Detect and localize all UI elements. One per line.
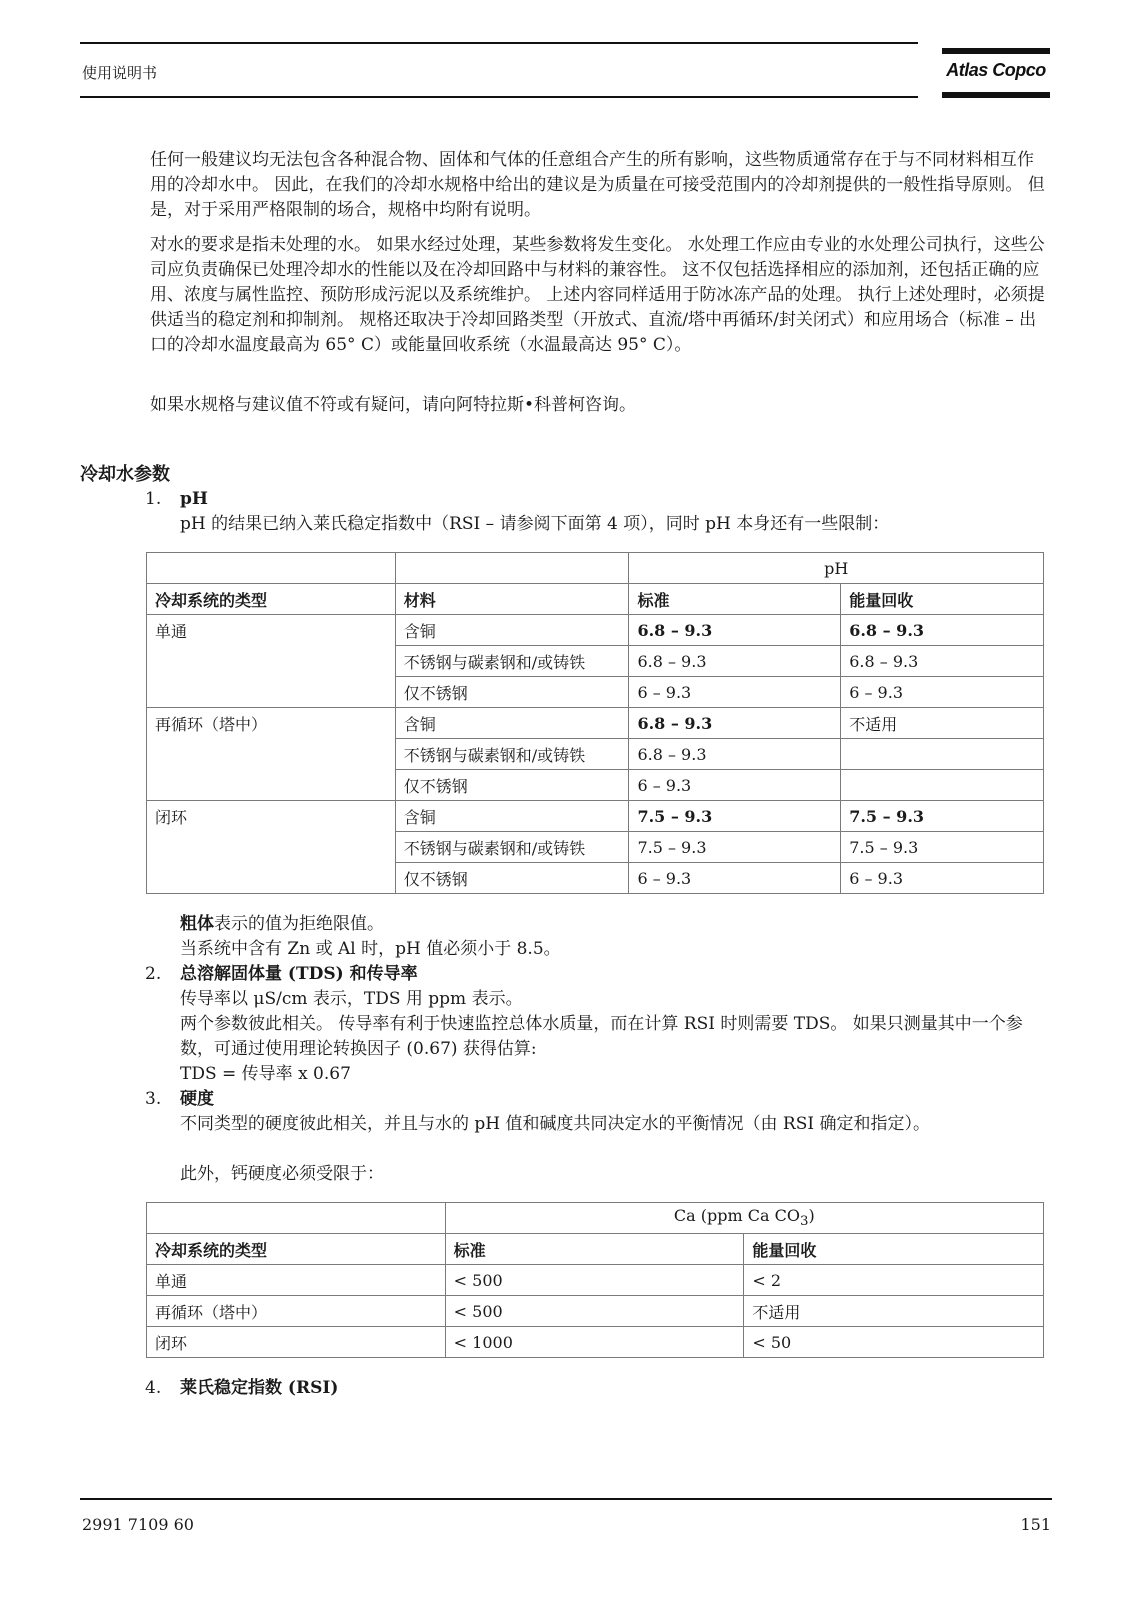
standard-cell: 7.5 – 9.3 — [629, 801, 841, 832]
ph-table-blank-cell — [395, 553, 629, 584]
item-3-line-2: 此外，钙硬度必须受限于： — [180, 1164, 384, 1184]
ph-table-blank-cell — [147, 553, 396, 584]
material-cell: 含铜 — [395, 615, 629, 646]
material-cell: 含铜 — [395, 708, 629, 739]
material-cell: 仅不锈钢 — [395, 863, 629, 894]
item-3-heading — [145, 1087, 214, 1112]
energy-recovery-cell — [841, 739, 1044, 770]
standard-cell: < 1000 — [445, 1327, 744, 1358]
standard-cell: 7.5 – 9.3 — [629, 832, 841, 863]
item-3-title: 硬度 — [180, 1089, 214, 1109]
atlas-copco-logo — [942, 48, 1050, 100]
system-type-cell: 单通 — [147, 1265, 446, 1296]
material-cell: 仅不锈钢 — [395, 770, 629, 801]
section-heading: 冷却水参数 — [80, 464, 170, 485]
item-1-heading — [145, 487, 208, 512]
material-cell: 不锈钢与碳素钢和/或铸铁 — [395, 832, 629, 863]
table-row — [147, 615, 1044, 646]
logo-text: Atlas Copco — [946, 60, 1046, 80]
table-row — [147, 1265, 1044, 1296]
document-number: 2991 7109 60 — [82, 1515, 194, 1534]
ca-header-system: 冷却系统的类型 — [147, 1234, 446, 1265]
ph-header-energy-recovery: 能量回收 — [841, 584, 1044, 615]
table-row — [147, 1296, 1044, 1327]
ph-header-standard: 标准 — [629, 584, 841, 615]
item-3-number: 3. — [145, 1089, 162, 1109]
ph-header-system: 冷却系统的类型 — [147, 584, 396, 615]
table-row — [147, 708, 1044, 739]
item-1-number: 1. — [145, 489, 162, 509]
intro-paragraph-3: 如果水规格与建议值不符或有疑问，请向阿特拉斯•科普柯咨询。 — [150, 395, 637, 415]
standard-cell: < 500 — [445, 1296, 744, 1327]
standard-cell: 6 – 9.3 — [629, 677, 841, 708]
logo-bar-bottom — [942, 92, 1050, 98]
standard-cell: 6 – 9.3 — [629, 863, 841, 894]
ca-header-text: Ca (ppm Ca CO — [673, 1206, 800, 1226]
ca-header-energy-recovery: 能量回收 — [744, 1234, 1044, 1265]
material-cell: 不锈钢与碳素钢和/或铸铁 — [395, 646, 629, 677]
energy-recovery-cell: 6 – 9.3 — [841, 863, 1044, 894]
energy-recovery-cell — [841, 770, 1044, 801]
item-2-line-1: 传导率以 μS/cm 表示，TDS 用 ppm 表示。 — [180, 989, 523, 1009]
energy-recovery-cell: 6 – 9.3 — [841, 677, 1044, 708]
material-cell: 不锈钢与碳素钢和/或铸铁 — [395, 739, 629, 770]
material-cell: 含铜 — [395, 801, 629, 832]
energy-recovery-cell: 6.8 – 9.3 — [841, 615, 1044, 646]
energy-recovery-cell: 7.5 – 9.3 — [841, 801, 1044, 832]
header-rule-bottom — [80, 96, 918, 98]
standard-cell: 6.8 – 9.3 — [629, 615, 841, 646]
footer-rule — [80, 1498, 1052, 1500]
item-2-line-2: 两个参数彼此相关。 传导率有利于快速监控总体水质量，而在计算 RSI 时则需要 TDS。 如果只测量其中一个参数，可通过使用理论转换因子 (0.67) 获得估算: — [180, 1014, 1023, 1059]
calcium-table — [146, 1202, 1044, 1358]
item-2-number: 2. — [145, 964, 162, 984]
ph-header-material: 材料 — [395, 584, 629, 615]
item-4-number: 4. — [145, 1378, 162, 1398]
manual-title: 使用说明书 — [82, 64, 158, 82]
material-cell: 仅不锈钢 — [395, 677, 629, 708]
energy-recovery-cell: < 50 — [744, 1327, 1044, 1358]
intro-paragraph-1: 任何一般建议均无法包含各种混合物、固体和气体的任意组合产生的所有影响，这些物质通常存在于与不同材料相互作用的冷却水中。 因此，在我们的冷却水规格中给出的建议是为质量在可接受范围内的冷却剂提供的一般性指导原则。 但是，对于采用严格限制的场合，规格中均附有说明。 — [150, 150, 1045, 220]
item-1-description: pH 的结果已纳入莱氏稳定指数中（RSI – 请参阅下面第 4 项），同时 pH 本身还有一些限制： — [180, 514, 890, 534]
item-2-title: 总溶解固体量 (TDS) 和传导率 — [180, 964, 418, 984]
bold-word: 粗体 — [180, 914, 214, 934]
ca-table-blank-cell — [147, 1203, 446, 1234]
energy-recovery-cell: 6.8 – 9.3 — [841, 646, 1044, 677]
logo-bar-top — [942, 48, 1050, 54]
ca-header-standard: 标准 — [445, 1234, 744, 1265]
standard-cell: 6 – 9.3 — [629, 770, 841, 801]
system-type-cell: 闭环 — [147, 1327, 446, 1358]
standard-cell: 6.8 – 9.3 — [629, 646, 841, 677]
item-4-title: 莱氏稳定指数 (RSI) — [180, 1378, 339, 1398]
standard-cell: 6.8 – 9.3 — [629, 739, 841, 770]
energy-recovery-cell: 不适用 — [841, 708, 1044, 739]
item-2-heading — [145, 962, 418, 987]
system-type-cell: 闭环 — [147, 801, 396, 894]
standard-cell: 6.8 – 9.3 — [629, 708, 841, 739]
header-rule-top — [80, 42, 918, 44]
energy-recovery-cell: < 2 — [744, 1265, 1044, 1296]
page-number: 151 — [1020, 1515, 1051, 1534]
item-1-title: pH — [180, 489, 208, 509]
standard-cell: < 500 — [445, 1265, 744, 1296]
ca-group-header — [445, 1203, 1043, 1234]
item-3-line-1: 不同类型的硬度彼此相关，并且与水的 pH 值和碱度共同决定水的平衡情况（由 RSI 确定和指定）。 — [180, 1114, 930, 1134]
system-type-cell: 再循环（塔中） — [147, 1296, 446, 1327]
system-type-cell: 再循环（塔中） — [147, 708, 396, 801]
bold-note-rest: 表示的值为拒绝限值。 — [214, 914, 384, 934]
zn-al-note: 当系统中含有 Zn 或 Al 时，pH 值必须小于 8.5。 — [180, 939, 561, 959]
table-row — [147, 1327, 1044, 1358]
table-row — [147, 801, 1044, 832]
item-2-formula: TDS = 传导率 x 0.67 — [180, 1064, 351, 1084]
ph-table — [146, 552, 1044, 894]
ca-header-subscript: 3 — [800, 1214, 809, 1230]
energy-recovery-cell: 不适用 — [744, 1296, 1044, 1327]
ph-group-header: pH — [629, 553, 1044, 584]
intro-paragraph-2: 对水的要求是指未处理的水。 如果水经过处理，某些参数将发生变化。 水处理工作应由专业的水处理公司执行，这些公司应负责确保已处理冷却水的性能以及在冷却回路中与材料的兼容性。 这不仅包括选择相应的添加剂，还包括正确的应用、浓度与属性监控、预防形成污泥以及系统维护。 上述内容同样适用于防冰冻产品的处理。 执行上述处理时，必须提供适当的稳定剂和抑制剂。 规格还取决于冷却回路类型（开放式、直流/塔中再循环/封关闭式）和应用场合（标准 – 出口的冷却水温度最高为 65° C）或能量回收系统（水温最高达 95° C）。 — [150, 235, 1045, 355]
system-type-cell: 单通 — [147, 615, 396, 708]
energy-recovery-cell: 7.5 – 9.3 — [841, 832, 1044, 863]
ca-header-end: ) — [808, 1206, 815, 1226]
item-4-heading — [145, 1376, 338, 1401]
bold-values-note — [180, 912, 1050, 937]
